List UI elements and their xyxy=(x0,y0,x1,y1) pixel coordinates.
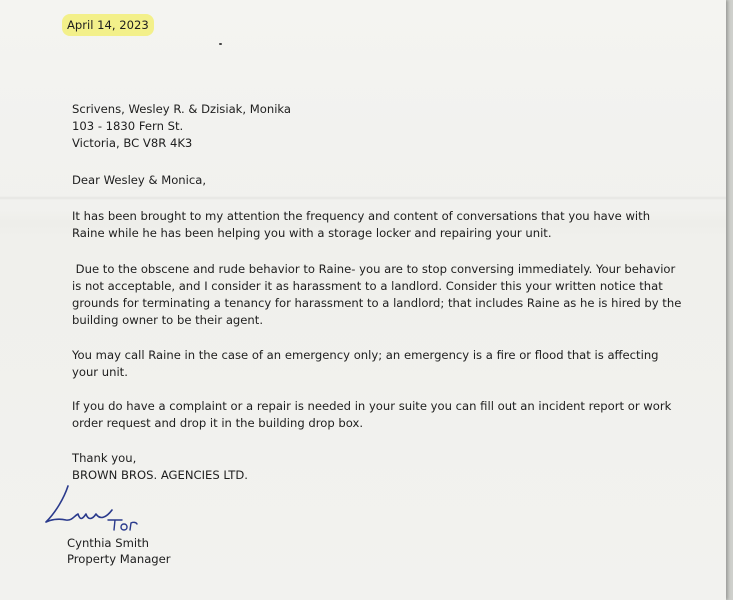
signer-title: Property Manager xyxy=(67,552,171,566)
paragraph-line: You may call Raine in the case of an emergency only; an emergency is a fire or flood that is affecting xyxy=(72,348,659,362)
signature-annotation-for xyxy=(130,522,137,530)
paragraph-line: your unit. xyxy=(72,365,128,379)
paper-speck xyxy=(219,43,222,45)
recipient-name: Scrivens, Wesley R. & Dzisiak, Monika xyxy=(72,102,292,116)
letter-date: April 14, 2023 xyxy=(62,14,154,36)
signature-stroke xyxy=(46,486,112,522)
signature-annotation-for xyxy=(121,524,127,530)
salutation: Dear Wesley & Monica, xyxy=(72,173,207,187)
paragraph-line: building owner to be their agent. xyxy=(72,313,264,327)
recipient-address-line2: Victoria, BC V8R 4K3 xyxy=(72,136,193,150)
paragraph-line: order request and drop it in the building drop box. xyxy=(72,416,364,430)
paragraph-4 xyxy=(72,398,672,432)
paragraph-line: Due to the obscene and rude behavior to Raine- you are to stop conversing immediately. Your behavior xyxy=(72,262,676,276)
paragraph-line: Raine while he has been helping you with a storage locker and repairing your unit. xyxy=(72,226,552,240)
paragraph-1 xyxy=(72,208,652,242)
company-name: BROWN BROS. AGENCIES LTD. xyxy=(72,468,248,482)
signer-name: Cynthia Smith xyxy=(67,536,149,550)
paragraph-line: grounds for terminating a tenancy for harassment to a landlord; that includes Raine as he is hired by the xyxy=(72,296,682,310)
signature-annotation-for xyxy=(108,520,122,530)
recipient-address-line1: 103 - 1830 Fern St. xyxy=(72,119,184,133)
paragraph-line: If you do have a complaint or a repair is needed in your suite you can fill out an incident report or work xyxy=(72,399,672,413)
paragraph-line: is not acceptable, and I consider it as harassment to a landlord. Consider this your written notice that xyxy=(72,279,663,293)
closing: Thank you, xyxy=(72,451,137,465)
paragraph-2 xyxy=(72,261,682,329)
handwritten-signature xyxy=(38,480,158,540)
paragraph-3 xyxy=(72,347,659,381)
paragraph-line: It has been brought to my attention the frequency and content of conversations that you have with xyxy=(72,209,651,223)
paper-fold xyxy=(0,196,726,200)
